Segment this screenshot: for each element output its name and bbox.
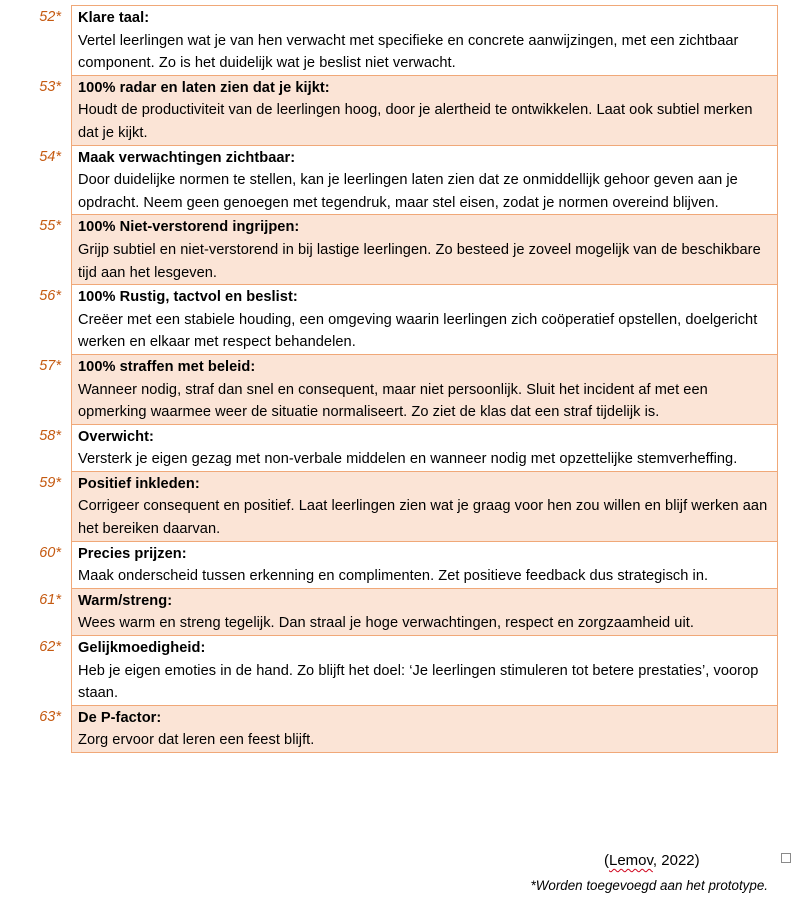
item-body: Wees warm en streng tegelijk. Dan straal je hoge verwachtingen, respect en zorgzaamheid uit. [78,615,694,632]
item-title: 100% straffen met beleid: [78,358,256,375]
item-cell [71,354,778,424]
citation-open: ( [604,852,609,869]
table-row [0,541,790,588]
item-body: Grijp subtiel en niet-verstorend in bij lastige leerlingen. Zo besteed je zoveel mogelijk van de beschikbare tijd aan het lesgeven. [78,241,761,281]
item-number: 59* [39,474,61,491]
table-row [0,145,790,215]
footnote: *Worden toegevoegd aan het prototype. [530,878,768,893]
item-body: Door duidelijke normen te stellen, kan je leerlingen laten zien dat ze onmiddellijk gehoor geven aan je opdracht. Neem geen genoegen met tegendruk, maar stel eisen, zodat je normen overeind blijven. [78,172,738,211]
item-number: 58* [39,427,61,444]
item-body: Maak onderscheid tussen erkenning en complimenten. Zet positieve feedback dus strategisch in. [78,568,709,585]
item-number: 62* [39,639,61,656]
item-number: 57* [39,357,61,374]
table-row [0,214,790,284]
item-body: Houdt de productiviteit van de leerlingen hoog, door je alertheid te ontwikkelen. Laat ook subtiel merken dat je kijkt. [78,102,753,141]
item-body: Vertel leerlingen wat je van hen verwacht met specifieke en concrete aanwijzingen, met een zichtbaar component. Zo is het duidelijk wat je beslist niet verwacht. [78,32,739,72]
item-title: Gelijkmoedigheid: [78,640,206,657]
item-title: 100% Rustig, tactvol en beslist: [78,289,298,306]
item-number: 55* [39,218,61,235]
item-cell [71,705,778,753]
item-cell [71,588,778,635]
item-number: 56* [39,288,61,305]
table-row [0,354,790,424]
item-title: 100% radar en laten zien dat je kijkt: [78,79,330,96]
strategy-table [0,5,790,753]
table-resize-handle[interactable] [781,853,791,863]
item-cell [71,635,778,705]
item-number: 52* [39,9,61,25]
item-body: Wanneer nodig, straf dan snel en consequent, maar niet persoonlijk. Sluit het incident af met een opmerking waarmee weer de situatie normaliseert. Zo ziet de klas dat een straf tijdelijk is. [78,381,708,421]
item-number: 53* [39,78,61,95]
citation-rest: , 2022) [652,852,700,869]
table-row [0,588,790,635]
item-title: De P-factor: [78,709,162,726]
item-title: Maak verwachtingen zichtbaar: [78,149,296,166]
item-number: 60* [39,544,61,561]
table-row [0,5,790,75]
item-body: Versterk je eigen gezag met non-verbale middelen en wanneer nodig met opzettelijke stemverheffing. [78,451,738,468]
table-row [0,705,790,753]
item-cell [71,284,778,354]
item-cell [71,424,778,471]
item-number: 61* [39,591,61,608]
table-row [0,635,790,705]
citation [604,851,700,871]
table-row [0,471,790,541]
item-number: 63* [39,708,61,725]
item-body: Zorg ervoor dat leren een feest blijft. [78,732,315,749]
item-title: 100% Niet-verstorend ingrijpen: [78,219,300,236]
item-cell [71,214,778,284]
table-row [0,284,790,354]
item-cell [71,541,778,588]
item-title: Warm/streng: [78,592,173,609]
item-title: Positief inkleden: [78,475,200,492]
table-row [0,75,790,145]
item-cell [71,145,778,215]
table-row [0,424,790,471]
item-cell [71,471,778,541]
item-number: 54* [39,148,61,165]
citation-author: Lemov [609,852,653,869]
item-cell [71,75,778,145]
item-title: Klare taal: [78,10,150,26]
item-title: Precies prijzen: [78,545,187,562]
item-body: Creëer met een stabiele houding, een omgeving waarin leerlingen zich coöperatief opstellen, doelgericht werken en elkaar met respect behandelen. [78,311,758,351]
item-body: Heb je eigen emoties in de hand. Zo blijft het doel: ‘Je leerlingen stimuleren tot betere prestaties’, voorop staan. [78,662,759,702]
item-cell [71,5,778,75]
item-body: Corrigeer consequent en positief. Laat leerlingen zien wat je graag voor hen zou willen en blijf werken aan het bereiken daarvan. [78,498,768,538]
item-title: Overwicht: [78,428,154,445]
